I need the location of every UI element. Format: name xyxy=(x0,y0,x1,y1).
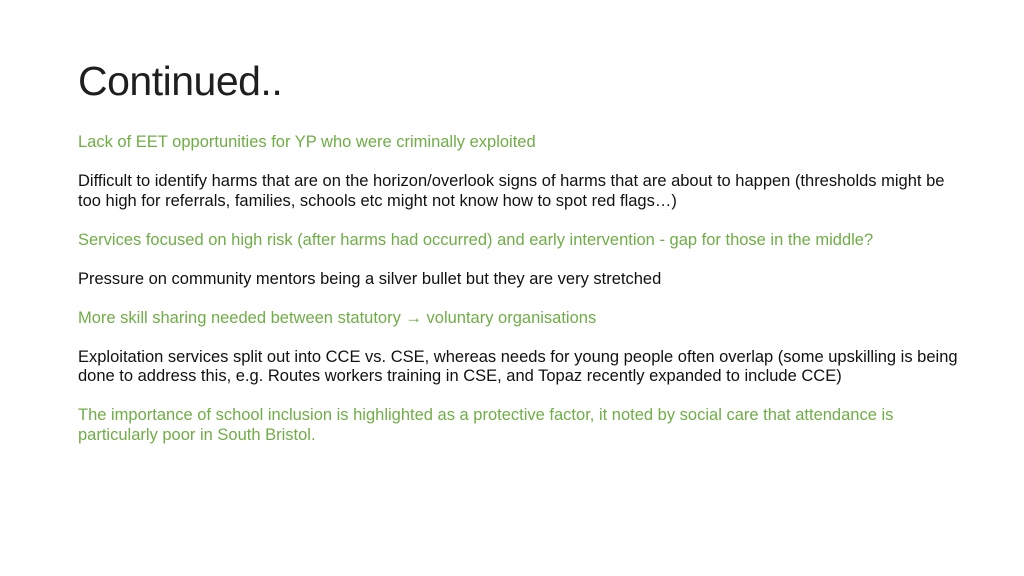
paragraph-community-mentors: Pressure on community mentors being a silver bullet but they are very stretched xyxy=(78,269,662,288)
paragraph-exploitation-services: Exploitation services split out into CCE vs. CSE, whereas needs for young people often overlap (some upskilling is being done to address this, e.g. Routes workers training in CSE, and Topaz recently expanded to include CCE) xyxy=(78,347,958,385)
paragraph-identify-harms: Difficult to identify harms that are on the horizon/overlook signs of harms that are about to happen (thresholds might be too high for referrals, families, schools etc might not know how to spot red flags…) xyxy=(78,172,945,210)
paragraph-services-focus: Services focused on high risk (after harms had occurred) and early intervention - gap for those in the middle? xyxy=(78,230,874,249)
slide-title: Continued.. xyxy=(78,58,283,104)
paragraph-skill-sharing: More skill sharing needed between statutory → voluntary organisations xyxy=(78,308,597,327)
paragraph-school-inclusion: The importance of school inclusion is highlighted as a protective factor, it noted by social care that attendance is particularly poor in South Bristol. xyxy=(78,406,894,444)
slide-body xyxy=(78,133,958,465)
paragraph-eet-opportunities: Lack of EET opportunities for YP who were criminally exploited xyxy=(78,133,536,151)
